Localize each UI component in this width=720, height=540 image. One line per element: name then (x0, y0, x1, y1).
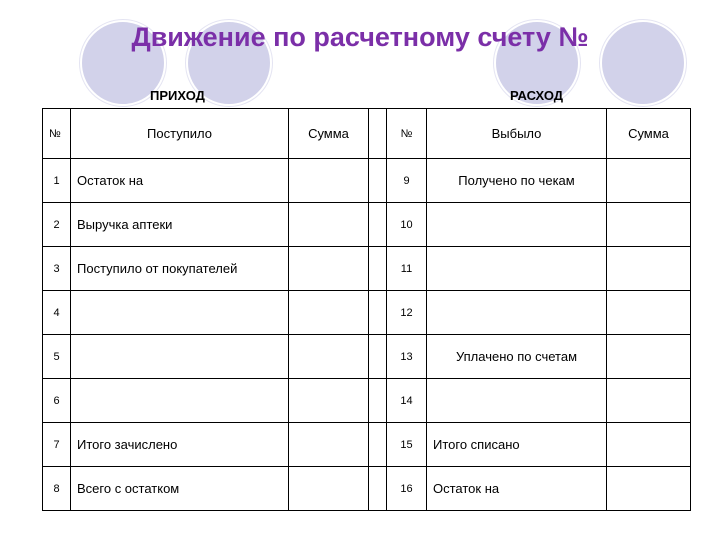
column-gap (369, 291, 387, 335)
expense-row-sum-cell (607, 203, 691, 247)
income-row-sum-cell (289, 159, 369, 203)
column-gap (369, 109, 387, 159)
income-row-description: Выручка аптеки (71, 203, 289, 247)
expense-section-label: РАСХОД (510, 88, 564, 103)
column-gap (369, 247, 387, 291)
column-gap (369, 423, 387, 467)
expense-row-sum-cell (607, 379, 691, 423)
expense-row-number: 11 (387, 247, 427, 291)
income-name-header: Поступило (71, 109, 289, 159)
expense-sum-header: Сумма (607, 109, 691, 159)
column-gap (369, 467, 387, 511)
income-num-header: № (43, 109, 71, 159)
column-gap (369, 379, 387, 423)
expense-row-description (427, 247, 607, 291)
income-row-sum-cell (289, 467, 369, 511)
income-row-description (71, 379, 289, 423)
income-row-sum-cell (289, 423, 369, 467)
column-gap (369, 335, 387, 379)
income-row-sum-cell (289, 335, 369, 379)
page-title: Движение по расчетному счету № (131, 22, 589, 52)
table-row (43, 159, 691, 203)
income-sum-header: Сумма (289, 109, 369, 159)
expense-row-sum-cell (607, 247, 691, 291)
expense-row-sum-cell (607, 467, 691, 511)
income-row-sum-cell (289, 291, 369, 335)
column-gap (369, 203, 387, 247)
expense-row-description (427, 291, 607, 335)
income-row-number: 2 (43, 203, 71, 247)
column-gap (369, 159, 387, 203)
expense-row-sum-cell (607, 423, 691, 467)
expense-row-description: Получено по чекам (427, 159, 607, 203)
expense-name-header: Выбыло (427, 109, 607, 159)
expense-row-description (427, 379, 607, 423)
expense-row-description: Остаток на (427, 467, 607, 511)
expense-row-number: 9 (387, 159, 427, 203)
expense-num-header: № (387, 109, 427, 159)
expense-row-number: 15 (387, 423, 427, 467)
income-row-number: 7 (43, 423, 71, 467)
table-row (43, 247, 691, 291)
income-row-description: Поступило от покупателей (71, 247, 289, 291)
table-row (43, 379, 691, 423)
expense-row-number: 13 (387, 335, 427, 379)
table-row (43, 467, 691, 511)
expense-row-number: 12 (387, 291, 427, 335)
income-row-description (71, 335, 289, 379)
income-row-number: 4 (43, 291, 71, 335)
table-row (43, 291, 691, 335)
expense-row-number: 14 (387, 379, 427, 423)
income-row-sum-cell (289, 247, 369, 291)
ledger-table (42, 108, 691, 511)
income-row-number: 1 (43, 159, 71, 203)
expense-row-sum-cell (607, 159, 691, 203)
income-row-description (71, 291, 289, 335)
income-row-description: Итого зачислено (71, 423, 289, 467)
decor-circle-4 (600, 20, 686, 106)
table-row (43, 203, 691, 247)
table-row (43, 335, 691, 379)
income-section-label: ПРИХОД (150, 88, 205, 103)
table-row (43, 423, 691, 467)
header-row (43, 109, 691, 159)
expense-row-description: Итого списано (427, 423, 607, 467)
expense-row-number: 10 (387, 203, 427, 247)
income-row-number: 3 (43, 247, 71, 291)
expense-row-description (427, 203, 607, 247)
income-row-number: 6 (43, 379, 71, 423)
expense-row-sum-cell (607, 291, 691, 335)
income-row-description: Остаток на (71, 159, 289, 203)
income-row-description: Всего с остатком (71, 467, 289, 511)
income-row-sum-cell (289, 379, 369, 423)
income-row-number: 5 (43, 335, 71, 379)
expense-row-description: Уплачено по счетам (427, 335, 607, 379)
income-row-number: 8 (43, 467, 71, 511)
expense-row-sum-cell (607, 335, 691, 379)
expense-row-number: 16 (387, 467, 427, 511)
income-row-sum-cell (289, 203, 369, 247)
